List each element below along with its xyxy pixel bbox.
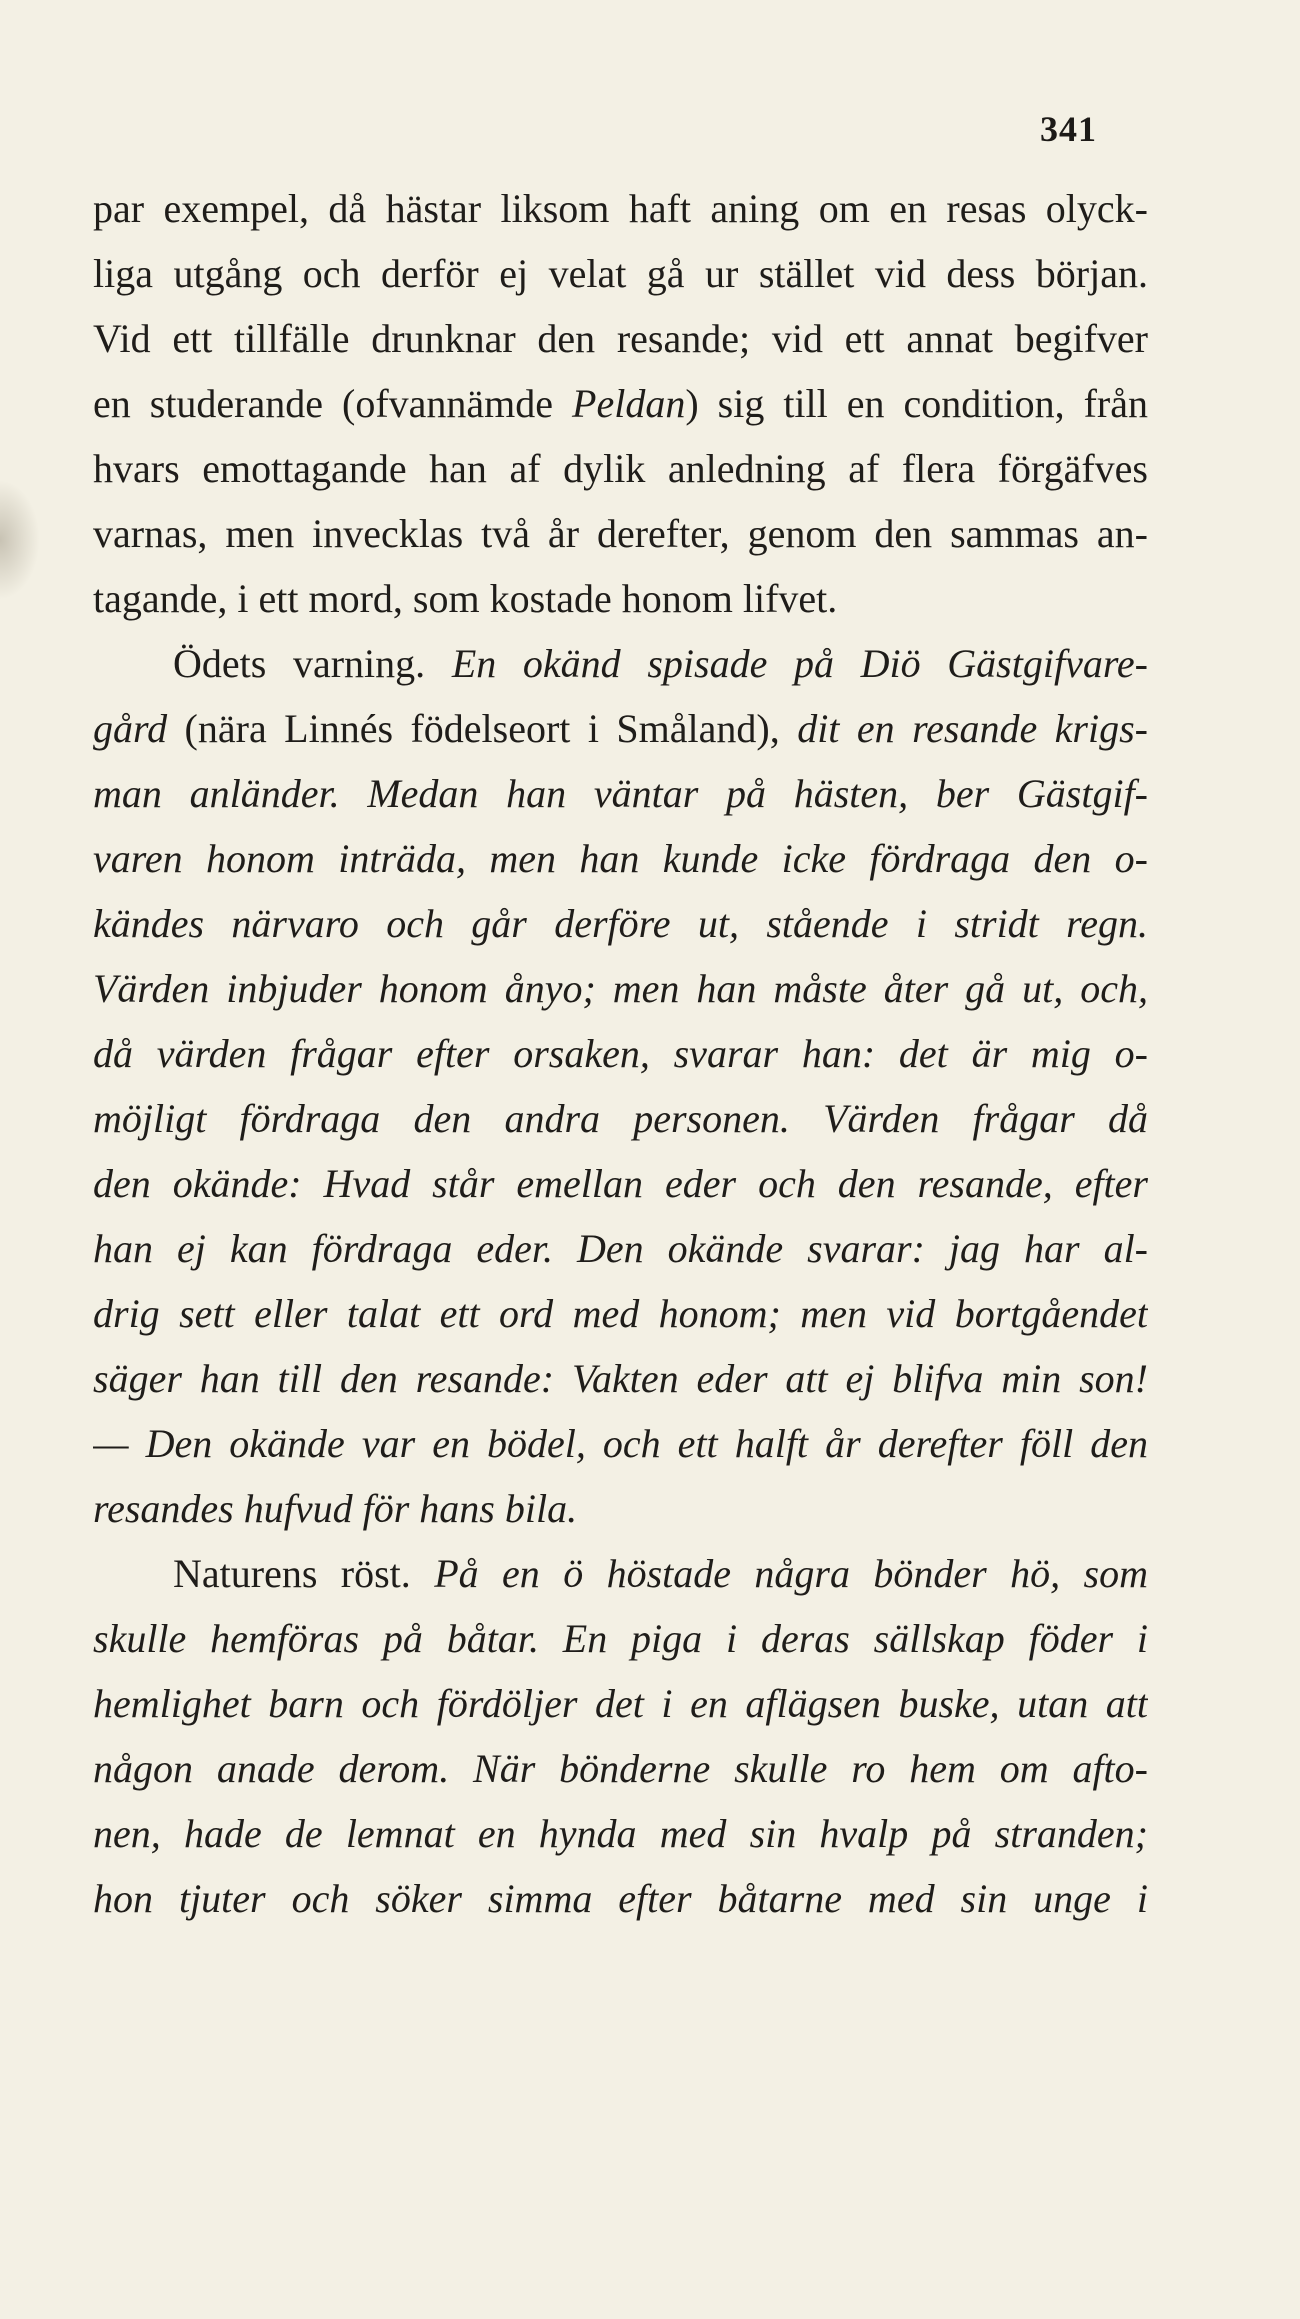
text-line <box>93 306 1148 371</box>
page-number: 341 <box>1040 109 1097 149</box>
text-line <box>93 1606 1148 1671</box>
text-segment: par exempel, då hästar liksom haft aning om en resas olyck- <box>93 186 1148 231</box>
text-line <box>93 891 1148 956</box>
text-line <box>93 1346 1148 1411</box>
text-line <box>93 1151 1148 1216</box>
text-line <box>93 696 1148 761</box>
text-segment: ) sig till en condition, från <box>685 381 1148 426</box>
text-line <box>93 176 1148 241</box>
text-line <box>93 1801 1148 1866</box>
italic-text-segment: — Den okände var en bödel, och ett halft år derefter föll den <box>93 1421 1148 1466</box>
text-line <box>93 1671 1148 1736</box>
text-segment: liga utgång och derför ej velat gå ur stället vid dess början. <box>93 251 1148 296</box>
text-line <box>93 566 1148 631</box>
text-line <box>93 1021 1148 1086</box>
text-line <box>93 956 1148 1021</box>
italic-text-segment: En okänd spisade på Diö Gästgifvare- <box>451 641 1148 686</box>
text-line <box>93 761 1148 826</box>
text-line <box>93 1476 1148 1541</box>
italic-text-segment: skulle hemföras på båtar. En piga i deras sällskap föder i <box>93 1616 1148 1661</box>
text-line <box>93 1866 1148 1931</box>
italic-text-segment: dit en resande krigs- <box>797 706 1148 751</box>
italic-text-segment: möjligt fördraga den andra personen. Värden frågar då <box>93 1096 1148 1141</box>
text-segment: Vid ett tillfälle drunknar den resande; vid ett annat begifver <box>93 316 1148 361</box>
italic-text-segment: På en ö höstade några bönder hö, som <box>434 1551 1148 1596</box>
italic-text-segment: kändes närvaro och går derföre ut, stående i stridt regn. <box>93 901 1148 946</box>
italic-text-segment: Värden inbjuder honom ånyo; men han måste åter gå ut, och, <box>93 966 1148 1011</box>
italic-text-segment: nen, hade de lemnat en hynda med sin hvalp på stranden; <box>93 1811 1148 1856</box>
italic-text-segment: någon anade derom. När bönderne skulle ro hem om afto- <box>93 1746 1148 1791</box>
text-line <box>93 371 1148 436</box>
italic-text-segment: varen honom inträda, men han kunde icke fördraga den o- <box>93 836 1148 881</box>
text-segment: en studerande (ofvannämde <box>93 381 573 426</box>
text-line <box>93 1411 1148 1476</box>
italic-text-segment: han ej kan fördraga eder. Den okände svarar: jag har al- <box>93 1226 1148 1271</box>
text-segment: (nära Linnés födelseort i Småland), <box>167 706 798 751</box>
italic-text-segment: säger han till den resande: Vakten eder att ej blifva min son! <box>93 1356 1148 1401</box>
text-segment: tagande, i ett mord, som kostade honom lifvet. <box>93 576 838 621</box>
text-line <box>93 826 1148 891</box>
text-line <box>93 241 1148 306</box>
text-line <box>93 1281 1148 1346</box>
italic-text-segment: då värden frågar efter orsaken, svarar han: det är mig o- <box>93 1031 1148 1076</box>
italic-text-segment: man anländer. Medan han väntar på hästen, ber Gästgif- <box>93 771 1148 816</box>
text-line <box>93 1736 1148 1801</box>
italic-text-segment: Peldan <box>572 381 686 426</box>
page-edge-shadow <box>0 480 40 600</box>
text-segment: hvars emottagande han af dylik anledning af flera förgäfves <box>93 446 1148 491</box>
text-line <box>93 631 1148 696</box>
body-text <box>93 176 1148 1931</box>
italic-text-segment: hon tjuter och söker simma efter båtarne med sin unge i <box>93 1876 1148 1921</box>
italic-text-segment: hemlighet barn och fördöljer det i en aflägsen buske, utan att <box>93 1681 1148 1726</box>
text-line <box>93 501 1148 566</box>
text-line <box>93 1216 1148 1281</box>
italic-text-segment: resandes hufvud för hans bila. <box>93 1486 578 1531</box>
italic-text-segment: gård <box>93 706 168 751</box>
italic-text-segment: drig sett eller talat ett ord med honom; men vid bortgåendet <box>93 1291 1148 1336</box>
italic-text-segment: den okände: Hvad står emellan eder och den resande, efter <box>93 1161 1148 1206</box>
text-segment: varnas, men invecklas två år derefter, genom den sammas an- <box>93 511 1148 556</box>
text-line <box>93 1086 1148 1151</box>
text-line <box>93 436 1148 501</box>
text-segment: Ödets varning. <box>173 641 452 686</box>
text-segment: Naturens röst. <box>173 1551 435 1596</box>
text-line <box>93 1541 1148 1606</box>
